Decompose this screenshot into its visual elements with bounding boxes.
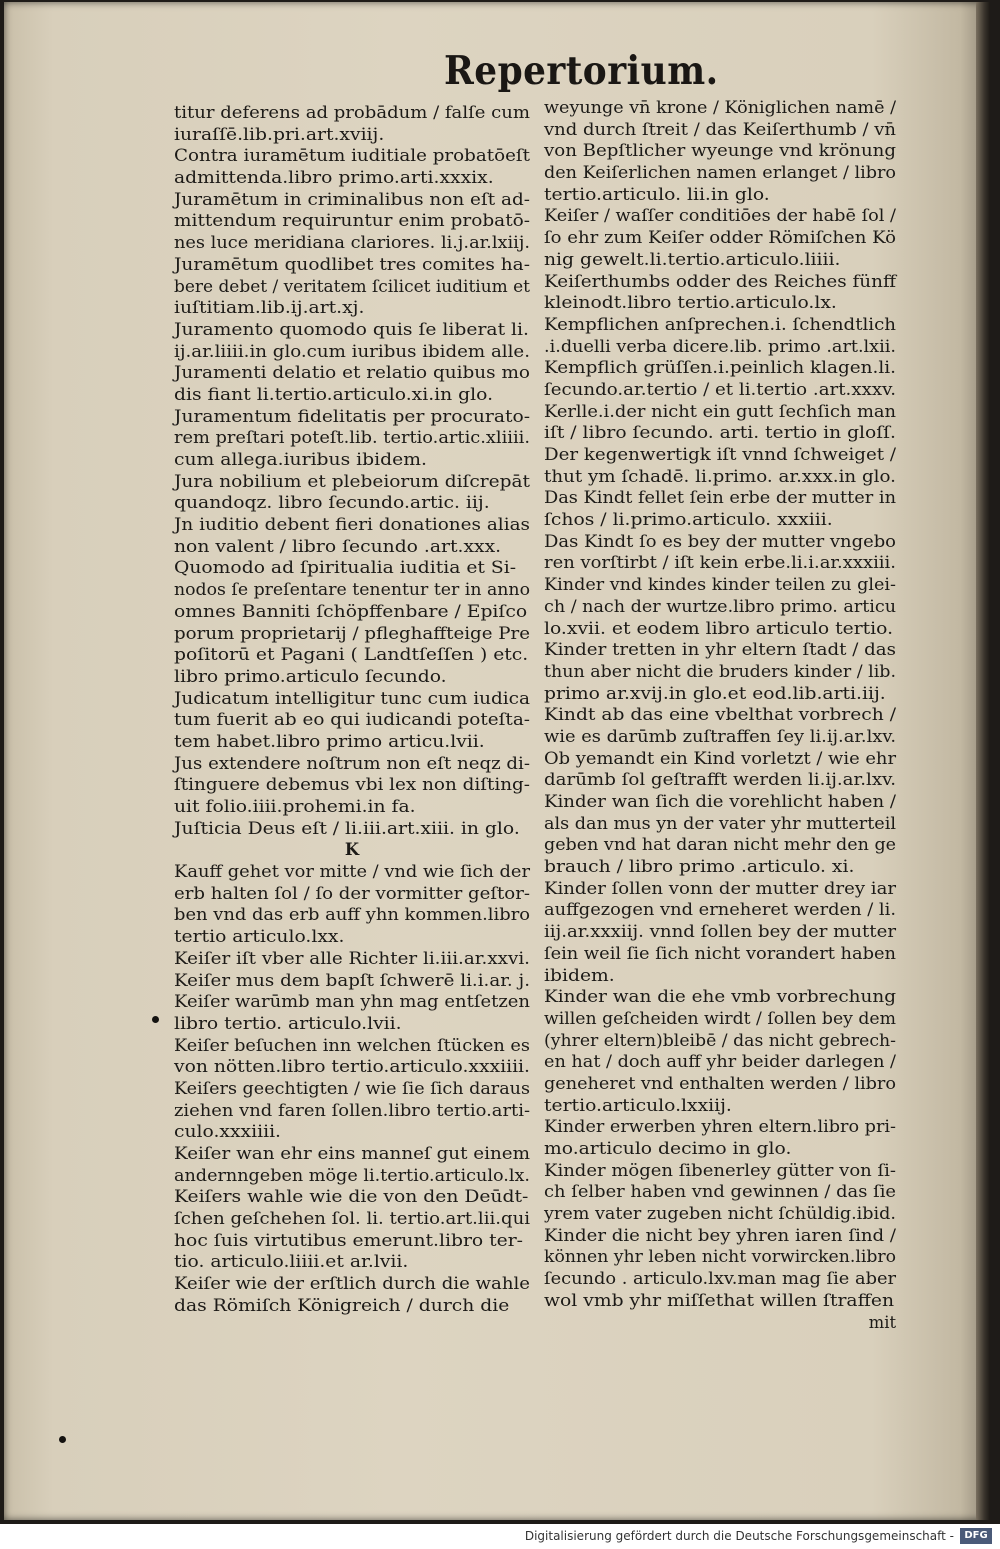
text-line: tertio.articulo.lxxiij. xyxy=(544,1095,732,1115)
text-line: ſchen geſchehen ſol. li. tertio.art.lii.qui xyxy=(174,1209,530,1229)
text-line: iuraſſē.lib.pri.art.xviij. xyxy=(174,124,385,144)
text-line: willen geſcheiden wirdt / ſollen bey dem xyxy=(544,1008,896,1028)
text-line: mittendum requiruntur enim probatō- xyxy=(174,211,530,231)
dfg-logo: DFG xyxy=(960,1528,992,1544)
text-line: mit xyxy=(868,1312,896,1332)
text-line: ſein weil ſie ſich nicht vorandert haben xyxy=(544,943,896,963)
text-line: als dan mus yn der vater yhr mutterteil xyxy=(544,813,896,833)
text-line: können yhr leben nicht vorwircken.libro xyxy=(544,1247,896,1267)
binding-hole-mark xyxy=(152,1016,159,1023)
text-line: Quomodo ad ſpiritualia iuditia et Si- xyxy=(174,558,517,578)
text-line: Kinder ſollen vonn der mutter drey iar xyxy=(544,878,896,898)
text-line: Keiſer / waſſer conditiōes der habē ſol / xyxy=(544,206,896,226)
text-line: brauch / libro primo .articulo. xi. xyxy=(544,857,855,877)
text-line: tio. articulo.liiii.et ar.lvii. xyxy=(174,1252,409,1272)
text-line: Kinder tretten in yhr eltern ſtadt / das xyxy=(544,640,896,660)
text-line: Juramenti delatio et relatio quibus mo xyxy=(174,363,530,383)
text-line: iij.ar.xxxiij. vnnd ſollen bey der mutter xyxy=(544,922,896,942)
text-line: tertio articulo.lxx. xyxy=(174,927,345,947)
text-line: ſchos / li.primo.articulo. xxxiii. xyxy=(544,510,833,530)
text-line: andernngeben möge li.tertio.articulo.lx. xyxy=(174,1165,530,1185)
text-line: Kempflich grüſſen.i.peinlich klagen.li. xyxy=(544,358,896,378)
text-line: bere debet / veritatem ſcilicet iuditium et xyxy=(174,276,530,296)
text-line: auffgezogen vnd erneheret werden / li. xyxy=(544,900,896,920)
text-line: tem habet.libro primo articu.lvii. xyxy=(174,731,485,751)
text-line: nes luce meridiana clariores. li.j.ar.lxiij. xyxy=(174,233,530,253)
text-line: Kindt ab das eine vbelthat vorbrech / xyxy=(544,705,896,725)
text-line: thun aber nicht die bruders kinder / lib. xyxy=(544,661,896,681)
text-line: wie es darūmb zuſtraffen ſey li.ij.ar.lxv. xyxy=(544,726,896,746)
text-line: Contra iuramētum iuditiale probatōeſt xyxy=(174,146,530,166)
text-line: Kinder die nicht bey yhren iaren ſind / xyxy=(544,1225,896,1245)
text-line: geneheret vnd enthalten werden / libro xyxy=(544,1073,896,1093)
text-line: Keiſer wan ehr eins manneſ gut einem xyxy=(174,1144,530,1163)
text-line: Keiſers geechtigten / wie ſie ſich daraus xyxy=(174,1078,530,1098)
text-line: uit folio.iiii.prohemi.in fa. xyxy=(174,797,416,816)
text-line: Kinder wan ſich die vorehlicht haben / xyxy=(544,792,896,811)
right-text-column xyxy=(544,97,896,1333)
text-line: ren vorſtirbt / iſt kein erbe.li.i.ar.xxxiii. xyxy=(544,553,896,573)
left-text-column xyxy=(174,102,530,1317)
text-line: Keiſer wie der erſtlich durch die wahle xyxy=(174,1274,530,1294)
text-line: ij.ar.liiii.in glo.cum iuribus ibidem alle. xyxy=(174,341,530,361)
book-page xyxy=(4,2,990,1520)
text-line: geben vnd hat daran nicht mehr den ge xyxy=(544,835,896,855)
text-line: Juramento quomodo quis ſe liberat li. xyxy=(174,319,529,339)
text-line: Keiſers wahle wie die von den Deūdt- xyxy=(174,1187,529,1207)
text-line: wol vmb yhr miſſethat willen ſtraffen xyxy=(544,1290,895,1310)
text-line: lo.xvii. et eodem libro articulo tertio. xyxy=(544,618,894,638)
text-line: .i.duelli verba dicere.lib. primo .art.lxii. xyxy=(544,336,896,356)
text-line: en hat / doch auff yhr beider darlegen / xyxy=(544,1052,896,1072)
running-head: Repertorium. xyxy=(444,48,719,94)
text-line: (yhrer eltern)bleibē / das nicht gebrech- xyxy=(544,1030,896,1050)
text-line: quandoqz. libro ſecundo.artic. iij. xyxy=(174,493,490,513)
text-line: Jus extendere noſtrum non eſt neqz di- xyxy=(174,753,530,773)
text-line: ziehen vnd faren ſollen.libro tertio.arti- xyxy=(174,1100,530,1120)
text-line: Jn iuditio debent fieri donationes alias xyxy=(174,515,530,535)
text-line: K xyxy=(344,840,360,860)
text-line: ibidem. xyxy=(544,965,615,985)
text-line: libro tertio. articulo.lvii. xyxy=(174,1013,402,1033)
text-line: Juſticia Deus eſt / li.iii.art.xiii. in glo. xyxy=(174,818,520,838)
text-line: titur deferens ad probādum / falſe cum xyxy=(174,103,530,122)
text-line: Juramentum fidelitatis per procurato- xyxy=(174,406,530,426)
text-line: ſecundo.ar.tertio / et li.tertio .art.xxxv. xyxy=(544,379,896,399)
text-line: Keiſer beſuchen inn welchen ſtücken es xyxy=(174,1035,530,1055)
text-line: Keiſer mus dem bapſt ſchwerē li.i.ar. j. xyxy=(174,970,530,990)
text-line: Juramētum quodlibet tres comites ha- xyxy=(174,254,530,274)
text-line: Kinder vnd kindes kinder teilen zu glei- xyxy=(544,575,896,595)
text-line: Das Kindt ſo es bey der mutter vngebo xyxy=(544,531,896,551)
text-line: nig gewelt.li.tertio.articulo.liiii. xyxy=(544,249,841,269)
text-line: porum proprietarij / pfleghaffteige Pre xyxy=(174,623,530,643)
text-line: von Bepſtlicher wyeunge vnd krönung xyxy=(544,141,896,161)
text-line: admittenda.libro primo.arti.xxxix. xyxy=(174,168,494,188)
text-line: poſitorū et Pagani ( Landtſeſſen ) etc. xyxy=(174,645,529,665)
text-line: culo.xxxiiii. xyxy=(174,1122,282,1142)
text-line: kleinodt.libro tertio.articulo.lx. xyxy=(544,293,837,313)
text-line: non valent / libro ſecundo .art.xxx. xyxy=(174,536,502,556)
text-line: omnes Banniti ſchöpffenbare / Epiſco xyxy=(174,601,528,621)
page-gutter-shadow xyxy=(976,2,990,1520)
text-line: Der kegenwertigk iſt vnnd ſchweiget / xyxy=(544,445,896,464)
text-line: ſecundo . articulo.lxv.man mag ſie aber xyxy=(544,1269,896,1289)
text-line: tum fuerit ab eo qui iudicandi poteſta- xyxy=(174,710,530,730)
text-line: libro primo.articulo ſecundo. xyxy=(174,666,447,686)
text-line: Jura nobilium et plebeiorum diſcrepāt xyxy=(174,471,530,491)
text-line: tertio.articulo. lii.in glo. xyxy=(544,184,770,204)
text-line: Judicatum intelligitur tunc cum iudica xyxy=(174,688,530,708)
text-line: weyunge vn̄ krone / Königlichen namē / xyxy=(544,98,896,117)
text-line: mo.articulo decimo in glo. xyxy=(544,1139,792,1158)
binding-hole-mark xyxy=(59,1436,66,1443)
text-line: Keiſer iſt vber alle Richter li.iii.ar.xxvi. xyxy=(174,948,530,968)
text-line: iſt / libro ſecundo. arti. tertio in gloſſ. xyxy=(544,423,896,443)
text-line: Kinder wan die ehe vmb vorbrechung xyxy=(544,987,896,1007)
text-line: ch ſelber haben vnd gewinnen / das ſie xyxy=(544,1182,896,1202)
text-line: Juramētum in criminalibus non eſt ad- xyxy=(174,189,530,209)
text-line: cum allega.iuribus ibidem. xyxy=(174,450,427,469)
text-line: erb halten ſol / ſo der vormitter geſtor- xyxy=(174,883,530,903)
text-line: yrem vater zugeben nicht ſchüldig.ibid. xyxy=(544,1204,896,1224)
text-line: Kempflichen anſprechen.i. ſchendtlich xyxy=(544,314,896,334)
text-line: ſtinguere debemus vbi lex non diſting- xyxy=(174,775,530,795)
text-line: von nötten.libro tertio.articulo.xxxiiii. xyxy=(174,1057,530,1077)
text-line: das Römiſch Königreich / durch die xyxy=(174,1295,510,1315)
text-line: primo ar.xvij.in glo.et eod.lib.arti.iij. xyxy=(544,683,886,703)
text-line: ben vnd das erb auff yhn kommen.libro xyxy=(174,905,530,925)
text-line: den Keiſerlichen namen erlanget / libro xyxy=(544,163,896,183)
text-line: dis fiant li.tertio.articulo.xi.in glo. xyxy=(174,384,494,404)
text-line: Kinder erwerben yhren eltern.libro pri- xyxy=(544,1117,896,1137)
text-line: Kauff gehet vor mitte / vnd wie ſich der xyxy=(174,862,530,882)
digitization-footer xyxy=(0,1524,1000,1549)
text-line: iuſtitiam.lib.ij.art.xj. xyxy=(174,298,365,318)
text-line: vnd durch ſtreit / das Keiſerthumb / vn̄ xyxy=(544,119,896,139)
text-line: Keiſerthumbs odder des Reiches fünff xyxy=(544,271,896,291)
text-line: Das Kindt fellet ſein erbe der mutter in xyxy=(544,488,896,508)
text-line: Keiſer warūmb man yhn mag entſetzen xyxy=(174,992,530,1012)
text-line: hoc ſuis virtutibus emerunt.libro ter- xyxy=(174,1230,524,1250)
text-line: Kinder mögen ſibenerley gütter von ſi- xyxy=(544,1160,896,1180)
text-line: thut ym ſchadē. li.primo. ar.xxx.in glo. xyxy=(544,466,896,486)
text-line: Ob yemandt ein Kind vorletzt / wie ehr xyxy=(544,748,896,768)
text-line: ch / nach der wurtze.libro primo. articu xyxy=(544,596,896,616)
text-line: Kerlle.i.der nicht ein gutt ſechſich man xyxy=(544,401,896,421)
funding-credit: Digitalisierung gefördert durch die Deutsche Forschungsgemeinschaft - xyxy=(524,1529,954,1543)
text-line: darūmb ſol geſtrafft werden li.ij.ar.lxv. xyxy=(544,770,896,790)
text-line: nodos ſe preſentare tenentur ter in anno xyxy=(174,580,530,600)
text-line: rem preſtari poteſt.lib. tertio.artic.xliiii. xyxy=(174,428,530,448)
text-line: ſo ehr zum Keiſer odder Römiſchen Kö xyxy=(544,228,896,248)
